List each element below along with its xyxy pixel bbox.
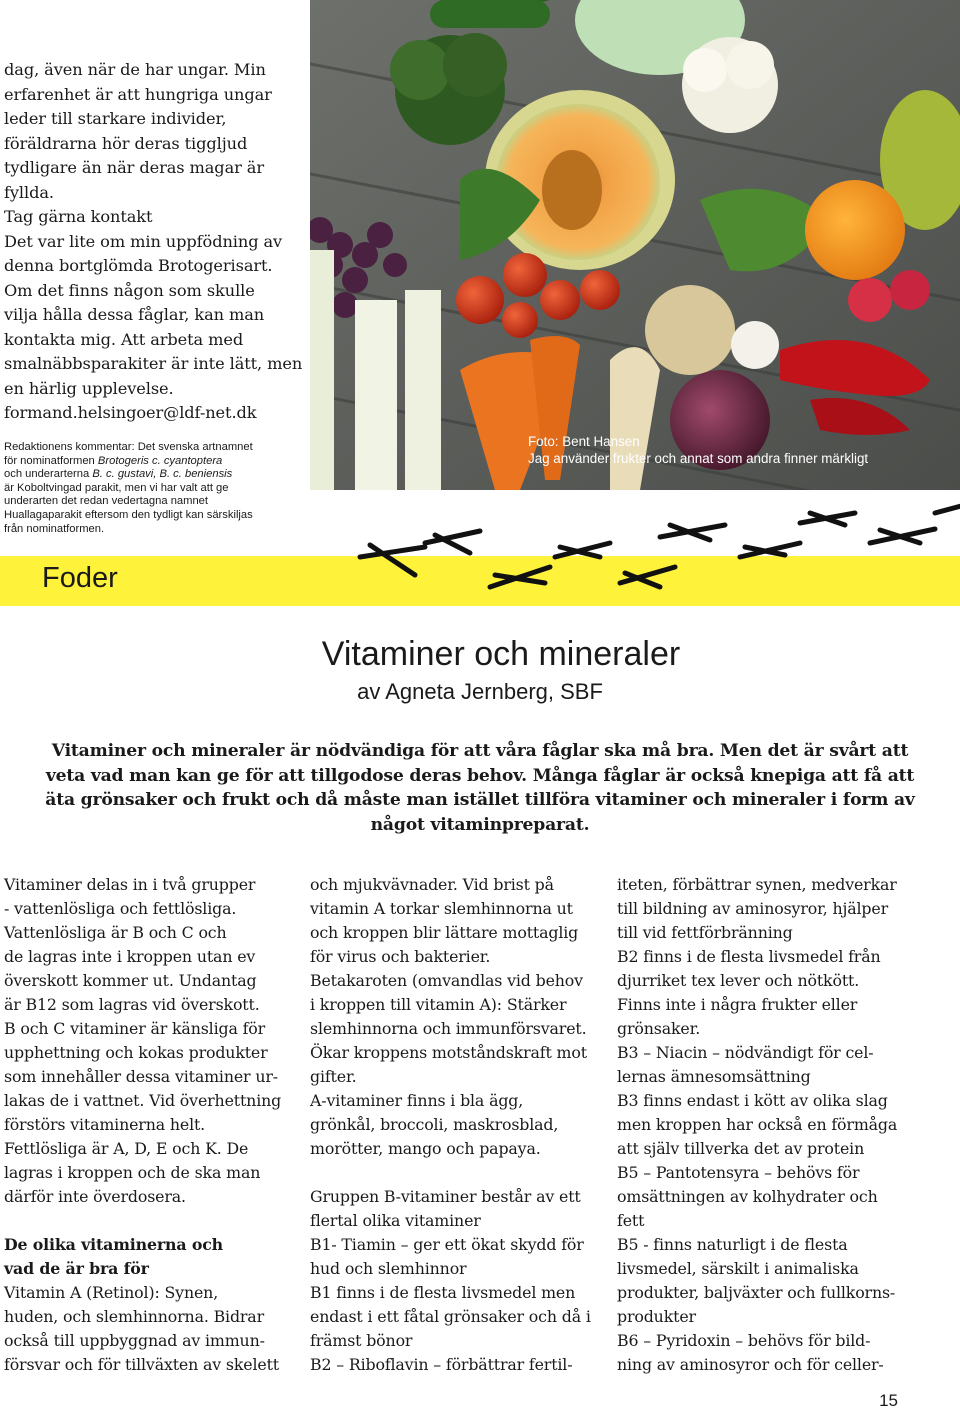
lead-line: äta grönsaker och frukt och då måste man istället tillföra vitaminer och mineraler i form av bbox=[45, 790, 915, 810]
track-mark bbox=[935, 505, 960, 513]
body-line: lakas de i vattnet. Vid överhettning bbox=[4, 1091, 282, 1110]
intro-line: Det var lite om min uppfödning av bbox=[4, 231, 283, 251]
vegetables-illustration bbox=[310, 0, 960, 490]
body-line: produkter bbox=[617, 1307, 696, 1326]
subheading-line: De olika vitaminerna och bbox=[4, 1235, 224, 1254]
page-number: 15 bbox=[879, 1391, 898, 1410]
contact-heading: Tag gärna kontakt bbox=[4, 207, 153, 226]
body-column-2 bbox=[310, 873, 600, 1377]
intro-line: smalnäbbsparakiter är inte lätt, men bbox=[4, 354, 303, 373]
editor-note bbox=[4, 441, 304, 536]
track-mark bbox=[620, 567, 675, 587]
photo-caption bbox=[528, 434, 868, 467]
article-lead bbox=[0, 739, 960, 837]
intro-line: Om det finns någon som skulle bbox=[4, 280, 255, 300]
body-line: B2 finns i de flesta livsmedel från bbox=[617, 947, 881, 966]
body-line: B3 finns endast i kött av olika slag bbox=[617, 1091, 888, 1110]
body-line: också till uppbyggnad av immun- bbox=[4, 1331, 265, 1350]
body-line: är B12 som lagras vid överskott. bbox=[4, 995, 260, 1014]
photo-credit: Foto: Bent Hansen bbox=[528, 434, 640, 449]
body-line: lagras i kroppen och de ska man bbox=[4, 1163, 261, 1182]
body-line: att själv tillverka det av protein bbox=[617, 1139, 865, 1158]
body-line: de lagras inte i kroppen utan ev bbox=[4, 947, 256, 966]
body-column-3 bbox=[617, 873, 907, 1377]
body-line: förstörs vitaminerna helt. bbox=[4, 1115, 206, 1134]
editor-note-line: från nominatformen. bbox=[4, 522, 105, 535]
intro-line: leder till starkare individer, bbox=[4, 109, 227, 128]
paragraph-gap bbox=[4, 1209, 294, 1233]
track-mark bbox=[555, 543, 610, 557]
body-line: omsättningen av kolhydrater och bbox=[617, 1187, 878, 1206]
body-line: Vitaminer delas in i två grupper bbox=[4, 875, 256, 894]
intro-line: fyllda. bbox=[4, 182, 54, 202]
editor-note-line bbox=[4, 468, 304, 482]
track-mark bbox=[800, 513, 855, 525]
intro-line: föräldrarna hör deras tiggljud bbox=[4, 133, 248, 153]
track-mark bbox=[360, 545, 425, 575]
body-line: B2 – Riboflavin – förbättrar fertil- bbox=[310, 1355, 573, 1374]
body-line: Fettlösliga är A, D, E och K. De bbox=[4, 1139, 249, 1158]
body-line: för virus och bakterier. bbox=[310, 947, 491, 966]
subspecies-names: B. c. gustavi, B. c. beniensis bbox=[92, 468, 233, 481]
body-line: B6 – Pyridoxin – behövs för bild- bbox=[617, 1331, 871, 1350]
species-name: Brotogeris c. cyantoptera bbox=[97, 454, 223, 467]
body-line: produkter, baljväxter och fullkorns- bbox=[617, 1283, 896, 1302]
body-line: och mjukvävnader. Vid brist på bbox=[310, 875, 554, 894]
body-line: främst bönor bbox=[310, 1331, 413, 1350]
body-line: Ökar kroppens motståndskraft mot bbox=[310, 1043, 587, 1062]
track-mark bbox=[425, 531, 480, 553]
body-line: B3 – Niacin – nödvändigt för cel- bbox=[617, 1043, 874, 1062]
body-line: morötter, mango och papaya. bbox=[310, 1139, 541, 1158]
body-line: i kroppen till vitamin A): Stärker bbox=[310, 995, 567, 1014]
intro-line: kontakta mig. Att arbeta med bbox=[4, 329, 244, 349]
body-line: ning av aminosyror och för celler- bbox=[617, 1355, 884, 1374]
body-line: överskott kommer ut. Undantag bbox=[4, 971, 257, 990]
track-mark bbox=[660, 525, 725, 540]
body-line: Finns inte i några frukter eller bbox=[617, 995, 858, 1014]
body-line: - vattenlösliga och fettlösliga. bbox=[4, 899, 237, 918]
lead-line: veta vad man kan ge för att tillgodose deras behov. Många fåglar är också knepiga att få att bbox=[45, 765, 915, 786]
body-line: endast i ett fåtal grönsaker och då i bbox=[310, 1307, 591, 1326]
body-line: fett bbox=[617, 1211, 645, 1230]
body-line: därför inte överdosera. bbox=[4, 1187, 186, 1206]
body-line: och kroppen blir lättare mottaglig bbox=[310, 923, 579, 942]
body-column-1 bbox=[4, 873, 294, 1377]
body-line: grönkål, broccoli, maskrosblad, bbox=[310, 1115, 559, 1134]
track-mark bbox=[490, 567, 550, 587]
body-line: vitamin A torkar slemhinnorna ut bbox=[310, 899, 573, 918]
editor-note-text: för nominatformen bbox=[4, 454, 98, 467]
body-line: försvar och för tillväxten av skelett bbox=[4, 1355, 279, 1374]
body-line: som innehåller dessa vitaminer ur- bbox=[4, 1067, 278, 1086]
editor-note-line: Huallagaparakit eftersom den tydligt kan särskiljas bbox=[4, 508, 253, 521]
intro-line: tydligare än när deras magar är bbox=[4, 158, 264, 177]
subheading-line: vad de är bra för bbox=[4, 1259, 149, 1278]
intro-line: vilja hålla dessa fåglar, kan man bbox=[4, 305, 265, 324]
photo-description: Jag använder frukter och annat som andra finner märkligt bbox=[528, 450, 869, 466]
body-line: B5 - finns naturligt i de flesta bbox=[617, 1235, 848, 1254]
editor-note-line: är Koboltvingad parakit, men vi har valt att ge bbox=[4, 481, 229, 494]
body-line: iteten, förbättrar synen, medverkar bbox=[617, 875, 897, 894]
body-line: till vid fettförbränning bbox=[617, 923, 793, 942]
body-line: Betakaroten (omvandlas vid behov bbox=[310, 971, 583, 990]
intro-line: denna bortglömda Brotogerisart. bbox=[4, 256, 273, 275]
intro-line: dag, även när de har ungar. Min bbox=[4, 60, 266, 79]
contact-email[interactable]: formand.helsingoer@ldf-net.dk bbox=[4, 403, 257, 422]
body-line: B1 finns i de flesta livsmedel men bbox=[310, 1283, 576, 1302]
body-line: B och C vitaminer är känsliga för bbox=[4, 1019, 266, 1038]
section-label: Foder bbox=[42, 562, 118, 594]
body-line: Vitamin A (Retinol): Synen, bbox=[4, 1283, 219, 1302]
body-line: A-vitaminer finns i bla ägg, bbox=[310, 1091, 524, 1110]
lead-line: något vitaminpreparat. bbox=[370, 814, 590, 835]
body-line: huden, och slemhinnorna. Bidrar bbox=[4, 1307, 264, 1326]
track-mark bbox=[740, 543, 800, 557]
intro-line: en härlig upplevelse. bbox=[4, 378, 174, 398]
body-line: B1- Tiamin – ger ett ökat skydd för bbox=[310, 1235, 584, 1254]
body-line: flertal olika vitaminer bbox=[310, 1211, 481, 1230]
editor-note-line bbox=[4, 455, 304, 469]
body-line: till bildning av aminosyror, hjälper bbox=[617, 899, 888, 918]
lead-line: Vitaminer och mineraler är nödvändiga för att våra fåglar ska må bra. Men det är svårt att bbox=[51, 741, 909, 761]
body-line: gifter. bbox=[310, 1067, 357, 1086]
body-line: men kroppen har också en förmåga bbox=[617, 1115, 898, 1134]
body-line: Gruppen B-vitaminer består av ett bbox=[310, 1187, 581, 1206]
body-line: grönsaker. bbox=[617, 1019, 701, 1038]
bird-tracks-decoration bbox=[340, 495, 960, 605]
body-line: livsmedel, särskilt i animaliska bbox=[617, 1259, 859, 1278]
article-title: Vitaminer och mineraler bbox=[321, 635, 681, 673]
intro-line: erfarenhet är att hungriga ungar bbox=[4, 84, 272, 104]
vegetables-photo bbox=[310, 0, 960, 490]
intro-column bbox=[4, 58, 302, 426]
body-line: hud och slemhinnor bbox=[310, 1259, 467, 1278]
editor-note-line: underarten det redan vedertagna namnet bbox=[4, 495, 209, 508]
body-line: slemhinnorna och immunförsvaret. bbox=[310, 1019, 587, 1038]
body-line: djurriket tex lever och nötkött. bbox=[617, 971, 860, 990]
article-byline: av Agneta Jernberg, SBF bbox=[357, 679, 603, 704]
editor-note-text: och underarterna bbox=[4, 468, 93, 481]
body-line: Vattenlösliga är B och C och bbox=[4, 923, 227, 942]
body-line: lernas ämnesomsättning bbox=[617, 1067, 811, 1086]
track-mark bbox=[870, 529, 935, 543]
editor-note-line: Redaktionens kommentar: Det svenska artnamnet bbox=[4, 441, 253, 453]
paragraph-gap bbox=[310, 1161, 600, 1185]
body-line: upphettning och kokas produkter bbox=[4, 1043, 268, 1062]
body-line: B5 – Pantotensyra – behövs för bbox=[617, 1163, 860, 1182]
